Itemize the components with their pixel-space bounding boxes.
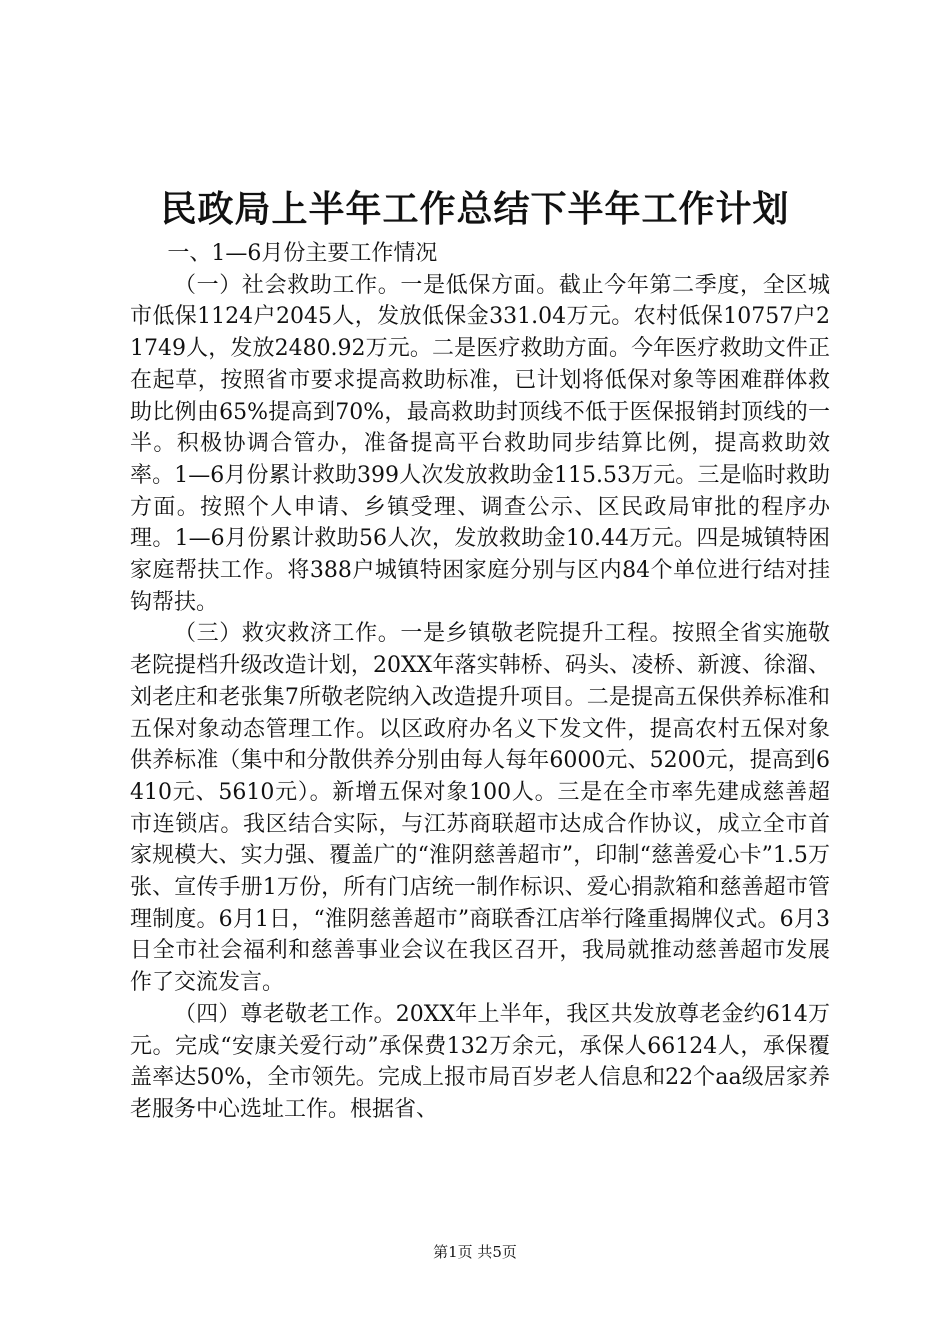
document-title: 民政局上半年工作总结下半年工作计划 <box>160 188 790 230</box>
paragraph-disaster-relief: （三）救灾救济工作。一是乡镇敬老院提升工程。按照全省实施敬老院提档升级改造计划，20XX年落实韩桥、码头、凌桥、新渡、徐溜、刘老庄和老张集7所敬老院纳入改造提升项目。二是提高五保供养标准和五保对象动态管理工作。以区政府办名义下发文件，提高农村五保对象供养标准（集中和分散供养分别由每人每年6000元、5200元，提高到6410元、5610元）。新增五保对象100人。三是在全市率先建成慈善超市连锁店。我区结合实际，与江苏商联超市达成合作协议，成立全市首家规模大、实力强、覆盖广的“淮阴慈善超市”，印制“慈善爱心卡”1.5万张、宣传手册1万份，所有门店统一制作标识、爱心捐款箱和慈善超市管理制度。6月1日，“淮阴慈善超市”商联香江店举行隆重揭牌仪式。6月3日全市社会福利和慈善事业会议在我区召开，我局就推动慈善超市发展作了交流发言。 <box>130 621 830 996</box>
paragraph-elderly-care: （四）尊老敬老工作。20XX年上半年，我区共发放尊老金约614万元。完成“安康关爱行动”承保费132万余元，承保人66124人，承保覆盖率达50%，全市领先。完成上报市局百岁老人信息和22个aa级居家养老服务中心选址工作。根据省、 <box>130 1001 830 1122</box>
paragraph-social-assistance: （一）社会救助工作。一是低保方面。截止今年第二季度，全区城市低保1124户2045人，发放低保金331.04万元。农村低保10757户21749人，发放2480.92万元。二是医疗救助方面。今年医疗救助文件正在起草，按照省市要求提高救助标准，已计划将低保对象等困难群体救助比例由65%提高到70%，最高救助封顶线不低于医保报销封顶线的一半。积极协调合管办，准备提高平台救助同步结算比例，提高救助效率。1—6月份累计救助399人次发放救助金115.53万元。三是临时救助方面。按照个人申请、乡镇受理、调查公示、区民政局审批的程序办理。1—6月份累计救助56人次，发放救助金10.44万元。四是城镇特困家庭帮扶工作。将388户城镇特困家庭分别与区内84个单位进行结对挂钩帮扶。 <box>130 272 830 615</box>
page-footer: 第1页 共5页 <box>433 1243 517 1261</box>
document-body <box>130 238 830 1126</box>
section-heading: 一、1—6月份主要工作情况 <box>167 241 438 266</box>
